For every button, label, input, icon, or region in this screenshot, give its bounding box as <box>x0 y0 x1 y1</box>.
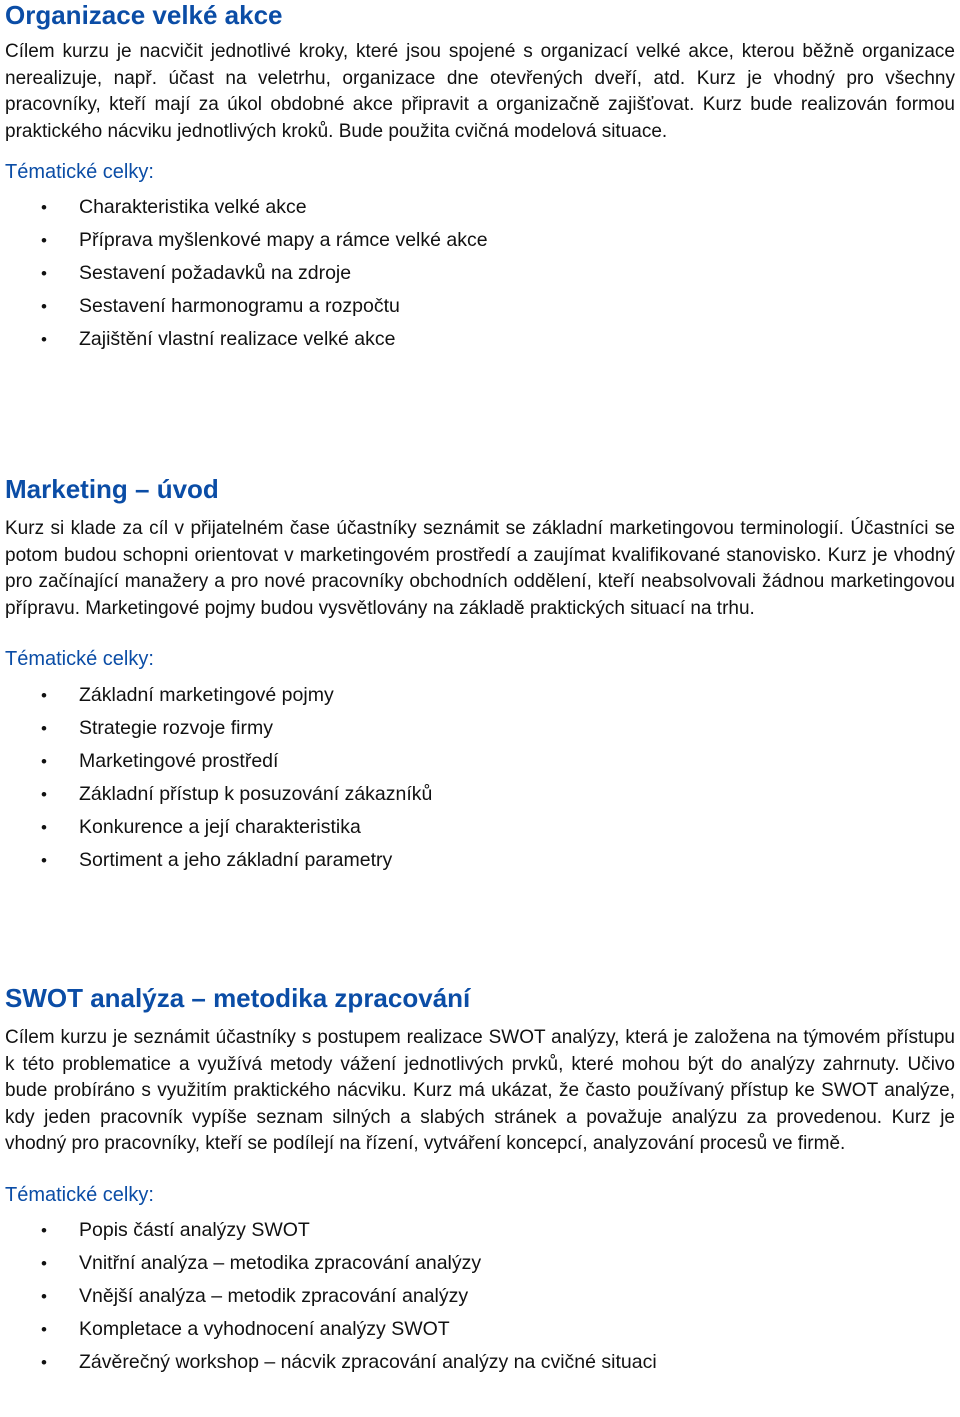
list-item: • Charakteristika velké akce <box>5 191 955 224</box>
bullet-icon: • <box>41 686 47 705</box>
list-item: • Příprava myšlenkové mapy a rámce velké akce <box>5 224 955 257</box>
list-item: • Konkurence a její charakteristika <box>5 811 955 844</box>
bullet-icon: • <box>41 330 47 349</box>
section-title: Organizace velké akce <box>5 0 283 30</box>
list-item: • Kompletace a vyhodnocení analýzy SWOT <box>5 1313 955 1346</box>
list-item: • Vnitřní analýza – metodika zpracování analýzy <box>5 1247 955 1280</box>
bullet-icon: • <box>41 1319 47 1339</box>
list-item: • Závěrečný workshop – nácvik zpracování analýzy na cvičné situaci <box>5 1346 955 1379</box>
bullet-icon: • <box>41 719 47 738</box>
section-marketing <box>5 474 955 877</box>
section-intro: Cílem kurzu je nacvičit jednotlivé kroky, které jsou spojené s organizací velké akce, kterou běžně organizace nerealizuje, např. účast na veletrhu, organizace dne otevřených dveří, atd. Kurz je vhodný pro všechny pracovníky, kteří mají za úkol obdobné akce připravit a organizačně zajišťovat. Kurz bude realizován formou praktického nácviku jednotlivých kroků. Bude použita cvičná modelová situace. <box>5 41 955 142</box>
bullet-icon: • <box>41 1220 47 1240</box>
topics-list <box>5 1214 955 1379</box>
bullet-icon: • <box>41 297 47 316</box>
bullet-icon: • <box>41 198 47 217</box>
bullet-icon: • <box>41 752 47 771</box>
section-swot <box>5 983 955 1379</box>
bullet-icon: • <box>41 264 47 283</box>
section-title: SWOT analýza – metodika zpracování <box>5 983 471 1013</box>
topics-list <box>5 191 955 356</box>
topics-heading: Tématické celky: <box>5 648 154 670</box>
bullet-icon: • <box>41 1253 47 1273</box>
section-organizace <box>5 0 955 356</box>
list-item: • Sestavení požadavků na zdroje <box>5 257 955 290</box>
list-item: • Marketingové prostředí <box>5 745 955 778</box>
bullet-icon: • <box>41 231 47 250</box>
list-item: • Sestavení harmonogramu a rozpočtu <box>5 290 955 323</box>
section-intro: Kurz si klade za cíl v přijatelném čase účastníky seznámit se základní marketingovou terminologií. Účastníci se potom budou schopni orientovat v marketingovém prostředí a zaujímat kvalifikované stanovisko. Kurz je vhodný pro začínající manažery a pro nové pracovníky obchodních oddělení, kteří neabsolvovali žádnou marketingovou přípravu. Marketingové pojmy budou vysvětlovány na základě praktických situací na trhu. <box>5 518 955 619</box>
bullet-icon: • <box>41 818 47 837</box>
bullet-icon: • <box>41 1352 47 1372</box>
list-item: • Základní marketingové pojmy <box>5 679 955 712</box>
list-item: • Sortiment a jeho základní parametry <box>5 844 955 877</box>
list-item: • Zajištění vlastní realizace velké akce <box>5 323 955 356</box>
list-item: • Popis částí analýzy SWOT <box>5 1214 955 1247</box>
topics-heading: Tématické celky: <box>5 161 154 183</box>
topics-list <box>5 679 955 877</box>
list-item: • Strategie rozvoje firmy <box>5 712 955 745</box>
list-item: • Základní přístup k posuzování zákazníků <box>5 778 955 811</box>
bullet-icon: • <box>41 851 47 870</box>
bullet-icon: • <box>41 1286 47 1306</box>
section-title: Marketing – úvod <box>5 474 219 504</box>
section-intro: Cílem kurzu je seznámit účastníky s postupem realizace SWOT analýzy, která je založena na týmovém přístupu k této problematice a využívá metody vážení jednotlivých prvků, které mohou být do analýzy zahrnuty. Učivo bude probíráno s využitím praktického nácviku. Kurz má ukázat, že často používaný přístup ke SWOT analýze, kdy jeden pracovník vypíše seznam silných a slabých stránek a považuje analýzu za provedenou. Kurz je vhodný pro pracovníky, kteří se podílejí na řízení, vytváření koncepcí, analyzování procesů ve firmě. <box>5 1027 955 1154</box>
list-item: • Vnější analýza – metodik zpracování analýzy <box>5 1280 955 1313</box>
topics-heading: Tématické celky: <box>5 1183 154 1206</box>
bullet-icon: • <box>41 785 47 804</box>
